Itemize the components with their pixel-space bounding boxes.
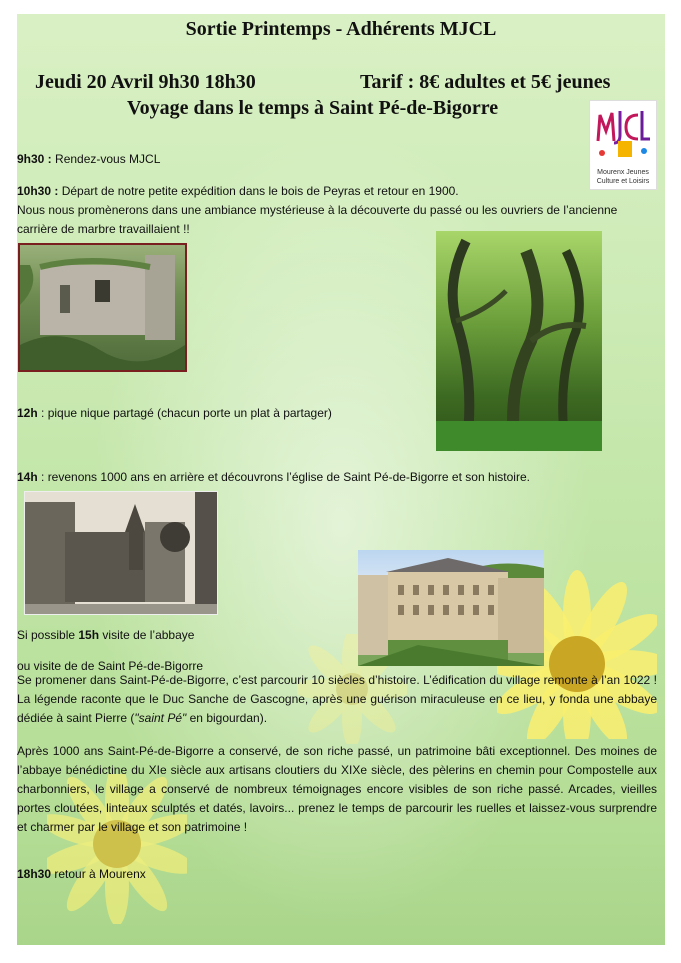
paragraph-heritage: Après 1000 ans Saint-Pé-de-Bigorre a conservé, de son riche passé, un patrimoine bâti exceptionnel. Des moines de l’abbaye bénédictine du XIe siècle aux artisans cloutiers du XIXe siècle, des pèlerins en chemin pour Compostelle aux charbonniers, le village a conservé de nombreux témoignages encore visibles de son riche passé. Arcades, vieilles portes cloutées, linteaux sculptés et datés, lavoirs... prenez le temps de parcourir les ruelles et laissez-vous surprendre et charmer par le village et son patrimoine ! [17, 744, 657, 834]
text-18h30: retour à Mourenx [51, 867, 146, 881]
schedule-item-15h [17, 626, 337, 645]
logo-line-1: Mourenx Jeunes [597, 169, 649, 176]
time-10h30: 10h30 : [17, 184, 59, 198]
mjcl-logo [589, 100, 657, 190]
paragraph-history-b: en bigourdan). [186, 711, 268, 725]
paragraph-history [17, 671, 657, 728]
schedule-item-9h30 [17, 150, 617, 169]
flyer-sheet [17, 14, 665, 945]
text-14h: : revenons 1000 ans en arrière et découvrons l’église de Saint Pé-de-Bigorre et son histoire. [37, 470, 530, 484]
paragraph-history-em: "saint Pé" [134, 711, 187, 725]
text-12h: : pique nique partagé (chacun porte un plat à partager) [37, 406, 332, 420]
event-subtitle: Voyage dans le temps à Saint Pé-de-Bigorre [127, 97, 499, 119]
schedule-item-14h [17, 468, 657, 487]
time-15h: 15h [78, 628, 100, 642]
paragraph-history-a: Se promener dans Saint-Pé-de-Bigorre, c’est parcourir 10 siècles d’histoire. L’édification du village remonte à l’an 1022 ! La légende raconte que le Duc Sanche de Gascogne, après une guérison miraculeuse en ce lieu, y fonda une abbaye dédiée à saint Pierre ( [17, 673, 657, 725]
time-14h: 14h [17, 470, 38, 484]
text-10h30: Départ de notre petite expédition dans le bois de Peyras et retour en 1900. [58, 184, 459, 198]
photo-old-postcard-church [24, 491, 218, 615]
schedule-item-18h30 [17, 865, 317, 884]
text-15h: visite de l’abbaye [99, 628, 195, 642]
time-9h30: 9h30 : [17, 152, 52, 166]
event-date: Jeudi 20 Avril 9h30 18h30 [35, 71, 256, 93]
alt-visit-line: ou visite de de Saint Pé-de-Bigorre [17, 659, 204, 673]
text-15h-prefix: Si possible [17, 628, 79, 642]
photo-abbey [358, 550, 544, 666]
flyer-title: Sortie Printemps - Adhérents MJCL [185, 18, 497, 40]
logo-line-2: Culture et Loisirs [596, 178, 650, 185]
event-price: Tarif : 8€ adultes et 5€ jeunes [360, 71, 611, 93]
time-12h: 12h [17, 406, 38, 420]
time-18h30: 18h30 [17, 867, 52, 881]
photo-quarry-ruins [18, 243, 187, 372]
schedule-item-12h [17, 404, 427, 423]
text-9h30: Rendez-vous MJCL [51, 152, 161, 166]
text-10h30-detail: Nous nous promènerons dans une ambiance mystérieuse à la découverte du passé ou les ouvriers de l’ancienne carrière de marbre travaillaient !! [17, 203, 618, 236]
photo-mossy-forest [436, 231, 602, 451]
